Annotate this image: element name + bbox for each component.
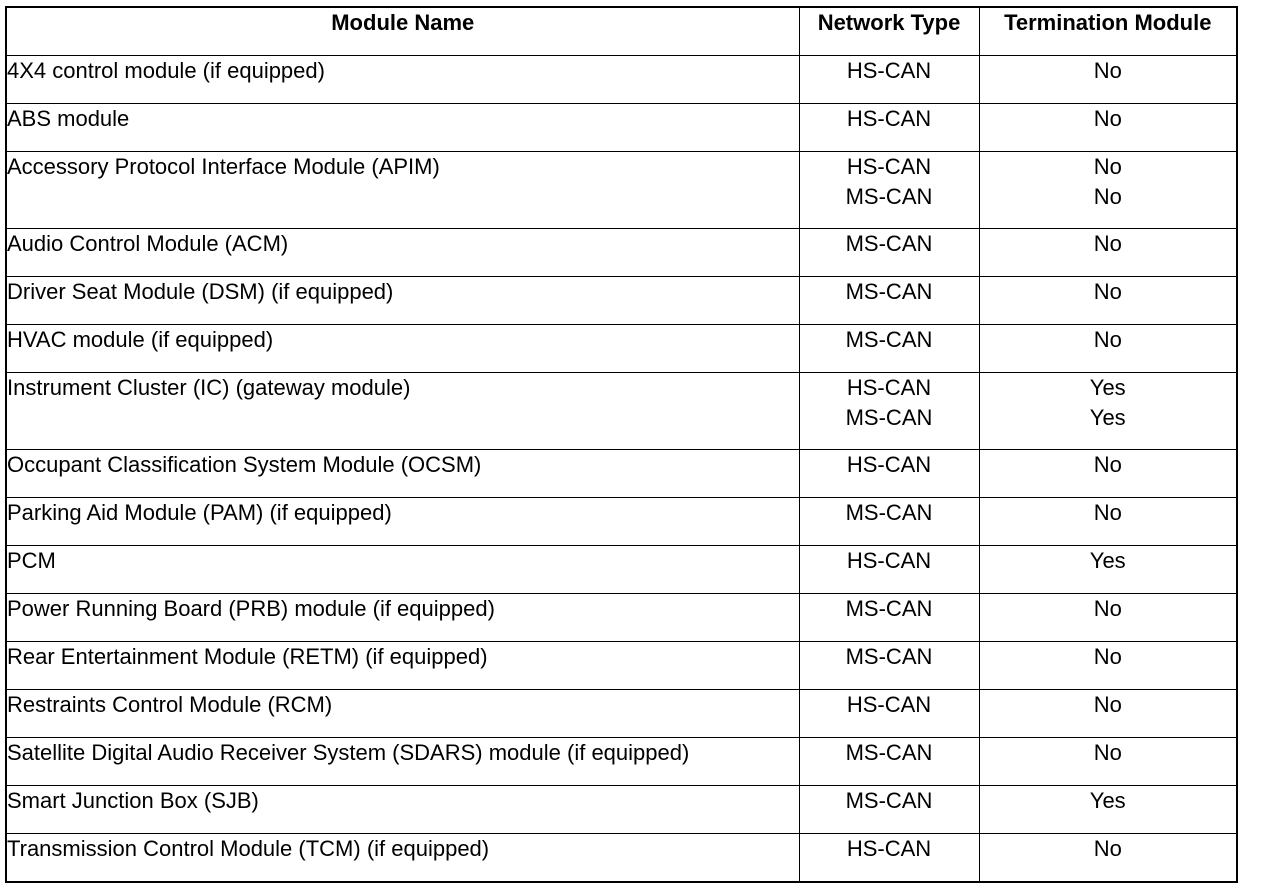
network-type-value: HS-CAN (846, 58, 932, 83)
termination-module-value: No (1093, 596, 1122, 621)
termination-module-cell (979, 229, 1237, 277)
network-type-cell (799, 152, 979, 229)
module-name-cell: Power Running Board (PRB) module (if equipped) (6, 594, 799, 642)
network-type-value: MS-CAN (845, 740, 933, 765)
network-type-cell (799, 277, 979, 325)
termination-module-value: No (1093, 106, 1122, 131)
network-type-value: MS-CAN (845, 596, 933, 621)
table-row (6, 104, 1237, 152)
module-name-cell: Parking Aid Module (PAM) (if equipped) (6, 498, 799, 546)
table-row (6, 738, 1237, 786)
module-name-cell: Audio Control Module (ACM) (6, 229, 799, 277)
network-type-value: HS-CAN (846, 452, 932, 477)
table-row (6, 498, 1237, 546)
header-row (6, 7, 1237, 56)
network-type-value: MS-CAN (845, 231, 933, 256)
termination-module-value: No (1093, 740, 1122, 765)
termination-module-cell (979, 786, 1237, 834)
network-type-value: MS-CAN (845, 644, 933, 669)
module-name-cell: Driver Seat Module (DSM) (if equipped) (6, 277, 799, 325)
network-type-value: MS-CAN (845, 405, 933, 430)
termination-module-cell (979, 738, 1237, 786)
network-type-value: MS-CAN (845, 279, 933, 304)
module-name-cell: Transmission Control Module (TCM) (if equipped) (6, 834, 799, 882)
network-type-value: HS-CAN (846, 375, 932, 400)
module-name-cell: Satellite Digital Audio Receiver System (SDARS) module (if equipped) (6, 738, 799, 786)
network-type-cell (799, 738, 979, 786)
table-row (6, 690, 1237, 738)
termination-module-value: Yes (1089, 405, 1126, 430)
termination-module-value: No (1093, 154, 1122, 179)
table-row (6, 152, 1237, 229)
module-name-cell: Instrument Cluster (IC) (gateway module) (6, 373, 799, 450)
network-type-cell (799, 373, 979, 450)
termination-module-cell (979, 642, 1237, 690)
termination-module-value: No (1093, 279, 1122, 304)
network-type-cell (799, 786, 979, 834)
termination-module-cell (979, 152, 1237, 229)
network-type-cell (799, 104, 979, 152)
termination-module-value: Yes (1089, 548, 1126, 573)
module-name-cell: Occupant Classification System Module (OCSM) (6, 450, 799, 498)
termination-module-cell (979, 56, 1237, 104)
termination-module-cell (979, 104, 1237, 152)
termination-module-value: No (1093, 500, 1122, 525)
network-type-value: HS-CAN (846, 154, 932, 179)
network-type-cell (799, 690, 979, 738)
module-name-cell: PCM (6, 546, 799, 594)
termination-module-value: Yes (1089, 375, 1126, 400)
table-row (6, 546, 1237, 594)
network-type-value: MS-CAN (845, 327, 933, 352)
network-type-value: HS-CAN (846, 106, 932, 131)
termination-module-value: Yes (1089, 788, 1126, 813)
termination-module-value: No (1093, 452, 1122, 477)
termination-module-value: No (1093, 58, 1122, 83)
header-module-name: Module Name (6, 7, 799, 56)
module-name-cell: ABS module (6, 104, 799, 152)
termination-module-cell (979, 498, 1237, 546)
table-row (6, 450, 1237, 498)
table-row (6, 834, 1237, 882)
termination-module-value: No (1093, 692, 1122, 717)
table-row (6, 594, 1237, 642)
network-type-cell (799, 229, 979, 277)
network-type-value: HS-CAN (846, 692, 932, 717)
table-row (6, 229, 1237, 277)
network-type-cell (799, 834, 979, 882)
table-row (6, 373, 1237, 450)
network-type-value: HS-CAN (846, 548, 932, 573)
header-network-type: Network Type (799, 7, 979, 56)
termination-module-value: No (1093, 231, 1122, 256)
network-type-cell (799, 546, 979, 594)
network-type-cell (799, 325, 979, 373)
termination-module-cell (979, 690, 1237, 738)
network-type-value: MS-CAN (845, 500, 933, 525)
network-type-cell (799, 594, 979, 642)
table-row (6, 786, 1237, 834)
module-name-cell: HVAC module (if equipped) (6, 325, 799, 373)
table-row (6, 277, 1237, 325)
termination-module-cell (979, 325, 1237, 373)
termination-module-cell (979, 373, 1237, 450)
termination-module-value: No (1093, 644, 1122, 669)
termination-module-cell (979, 546, 1237, 594)
module-name-cell: Rear Entertainment Module (RETM) (if equipped) (6, 642, 799, 690)
network-type-value: MS-CAN (845, 788, 933, 813)
termination-module-value: No (1093, 836, 1122, 861)
table-row (6, 56, 1237, 104)
network-type-cell (799, 56, 979, 104)
module-name-cell: Restraints Control Module (RCM) (6, 690, 799, 738)
table-row (6, 642, 1237, 690)
module-name-cell: Smart Junction Box (SJB) (6, 786, 799, 834)
termination-module-cell (979, 834, 1237, 882)
header-termination-module: Termination Module (979, 7, 1237, 56)
network-type-cell (799, 642, 979, 690)
network-type-value: HS-CAN (846, 836, 932, 861)
module-name-cell: Accessory Protocol Interface Module (APIM) (6, 152, 799, 229)
termination-module-value: No (1093, 327, 1122, 352)
network-type-cell (799, 498, 979, 546)
termination-module-cell (979, 594, 1237, 642)
termination-module-cell (979, 450, 1237, 498)
table-body (6, 56, 1237, 882)
module-network-table (5, 6, 1238, 883)
termination-module-value: No (1093, 184, 1122, 209)
network-type-value: MS-CAN (845, 184, 933, 209)
module-name-cell: 4X4 control module (if equipped) (6, 56, 799, 104)
table-row (6, 325, 1237, 373)
termination-module-cell (979, 277, 1237, 325)
network-type-cell (799, 450, 979, 498)
